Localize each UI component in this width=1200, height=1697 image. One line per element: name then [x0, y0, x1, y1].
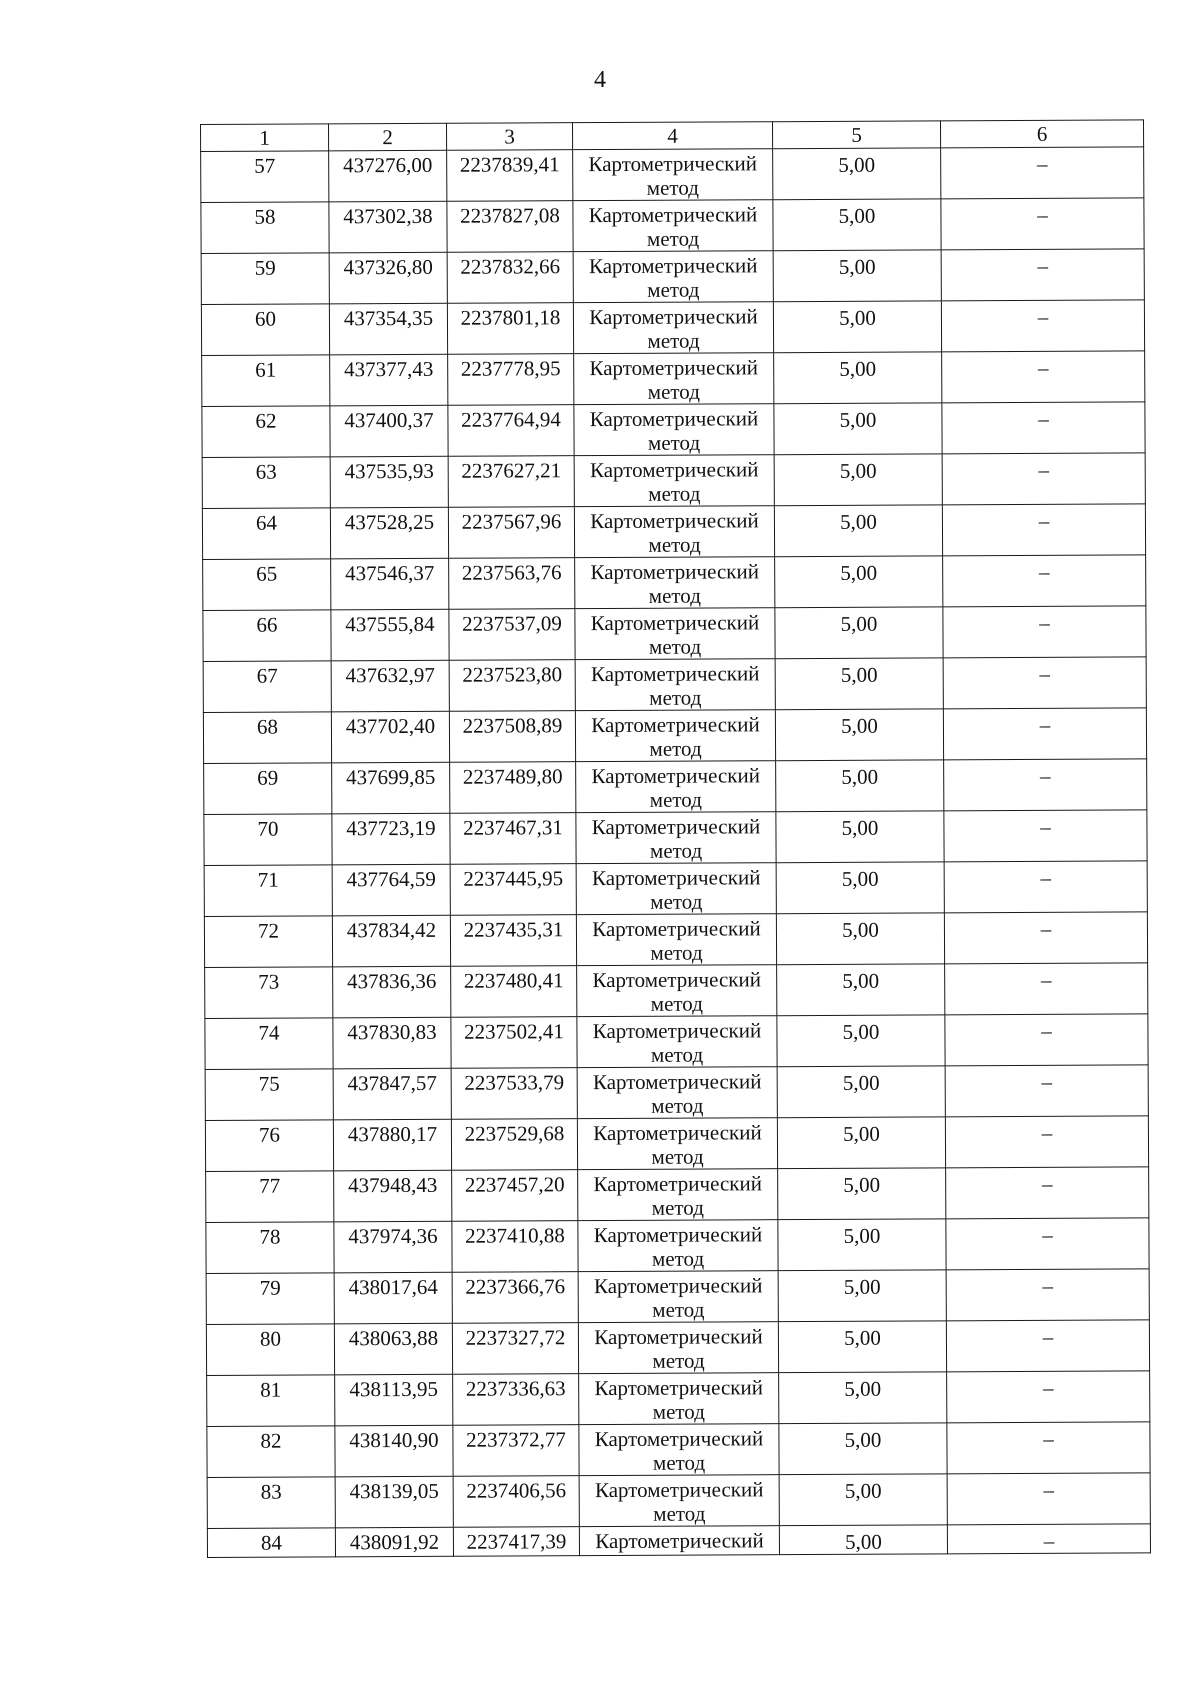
y-coordinate-cell: 2237529,68	[451, 1119, 577, 1171]
table-row	[206, 1218, 1149, 1274]
note-cell: –	[944, 861, 1147, 913]
note-cell: –	[947, 1422, 1150, 1474]
point-number-cell: 66	[203, 610, 331, 662]
column-header: 5	[772, 121, 940, 149]
point-number-cell: 67	[203, 661, 331, 713]
y-coordinate-cell: 2237406,56	[453, 1476, 579, 1528]
y-coordinate-cell: 2237366,76	[452, 1272, 578, 1324]
table-row	[203, 555, 1146, 611]
point-number-cell: 75	[205, 1069, 333, 1121]
x-coordinate-cell: 437377,43	[330, 354, 448, 406]
y-coordinate-cell: 2237445,95	[450, 864, 576, 916]
note-cell: –	[944, 912, 1147, 964]
table-row	[202, 453, 1145, 509]
accuracy-cell: 5,00	[773, 250, 941, 302]
table-row	[201, 198, 1144, 254]
note-cell: –	[944, 759, 1147, 811]
x-coordinate-cell: 437847,57	[333, 1068, 451, 1120]
point-number-cell: 82	[207, 1426, 335, 1478]
method-cell: Картометрический метод	[579, 1475, 779, 1527]
accuracy-cell: 5,00	[774, 352, 942, 404]
point-number-cell: 59	[201, 253, 329, 305]
x-coordinate-cell: 437834,42	[332, 915, 450, 967]
x-coordinate-cell: 437836,36	[333, 966, 451, 1018]
note-cell: –	[947, 1473, 1150, 1525]
method-cell: Картометрический метод	[574, 404, 774, 456]
method-cell: Картометрический метод	[575, 710, 775, 762]
table-row	[203, 657, 1146, 713]
table-row	[203, 606, 1146, 662]
y-coordinate-cell: 2237832,66	[447, 252, 573, 304]
method-cell: Картометрический метод	[576, 761, 776, 813]
accuracy-cell: 5,00	[778, 1270, 946, 1322]
note-cell: –	[945, 1116, 1148, 1168]
point-number-cell: 78	[206, 1222, 334, 1274]
x-coordinate-cell: 437723,19	[332, 813, 450, 865]
x-coordinate-cell: 438139,05	[335, 1476, 453, 1528]
accuracy-cell: 5,00	[773, 301, 941, 353]
table-row	[207, 1422, 1150, 1478]
y-coordinate-cell: 2237627,21	[448, 456, 574, 508]
page-number: 4	[594, 67, 606, 93]
table-row	[205, 1116, 1148, 1172]
accuracy-cell: 5,00	[778, 1168, 946, 1220]
y-coordinate-cell: 2237827,08	[447, 201, 573, 253]
note-cell: –	[943, 657, 1146, 709]
accuracy-cell: 5,00	[776, 862, 944, 914]
accuracy-cell: 5,00	[778, 1219, 946, 1271]
point-number-cell: 64	[202, 508, 330, 560]
accuracy-cell: 5,00	[775, 556, 943, 608]
point-number-cell: 65	[203, 559, 331, 611]
note-cell: –	[946, 1218, 1149, 1270]
accuracy-cell: 5,00	[774, 505, 942, 557]
method-cell: Картометрический метод	[574, 353, 774, 405]
point-number-cell: 68	[203, 712, 331, 764]
x-coordinate-cell: 437326,80	[329, 252, 447, 304]
method-cell: Картометрический метод	[575, 557, 775, 609]
table-row	[206, 1320, 1149, 1376]
method-cell: Картометрический метод	[578, 1220, 778, 1272]
method-cell: Картометрический метод	[573, 251, 773, 303]
method-cell: Картометрический метод	[573, 200, 773, 252]
note-cell: –	[945, 1014, 1148, 1066]
method-cell: Картометрический метод	[573, 149, 773, 201]
table-row	[204, 810, 1147, 866]
accuracy-cell: 5,00	[777, 1117, 945, 1169]
table-row	[201, 300, 1144, 356]
point-number-cell: 81	[207, 1375, 335, 1427]
x-coordinate-cell: 437764,59	[332, 864, 450, 916]
coordinates-table	[200, 119, 1151, 1558]
method-cell: Картометрический метод	[576, 863, 776, 915]
point-number-cell: 63	[202, 457, 330, 509]
column-header: 4	[572, 122, 772, 150]
note-cell: –	[943, 555, 1146, 607]
y-coordinate-cell: 2237372,77	[453, 1425, 579, 1477]
method-cell: Картометрический метод	[577, 1016, 777, 1068]
y-coordinate-cell: 2237480,41	[451, 966, 577, 1018]
point-number-cell: 73	[205, 967, 333, 1019]
x-coordinate-cell: 437276,00	[329, 150, 447, 202]
note-cell: –	[943, 606, 1146, 658]
point-number-cell: 76	[205, 1120, 333, 1172]
point-number-cell: 71	[204, 865, 332, 917]
point-number-cell: 79	[206, 1273, 334, 1325]
note-cell: –	[942, 453, 1145, 505]
method-cell: Картометрический метод	[578, 1271, 778, 1323]
accuracy-cell: 5,00	[774, 403, 942, 455]
point-number-cell: 83	[207, 1477, 335, 1529]
note-cell: –	[941, 249, 1144, 301]
note-cell: –	[945, 963, 1148, 1015]
point-number-cell: 84	[207, 1528, 335, 1558]
x-coordinate-cell: 438017,64	[334, 1272, 452, 1324]
y-coordinate-cell: 2237467,31	[450, 813, 576, 865]
table-row	[202, 402, 1145, 458]
method-cell: Картометрический метод	[577, 1067, 777, 1119]
method-cell: Картометрический метод	[578, 1169, 778, 1221]
method-cell: Картометрический метод	[578, 1322, 778, 1374]
y-coordinate-cell: 2237457,20	[452, 1170, 578, 1222]
y-coordinate-cell: 2237336,63	[453, 1374, 579, 1426]
accuracy-cell: 5,00	[777, 1015, 945, 1067]
column-header: 2	[329, 123, 447, 151]
point-number-cell: 72	[204, 916, 332, 968]
note-cell: –	[944, 810, 1147, 862]
note-cell: –	[941, 147, 1144, 199]
accuracy-cell: 5,00	[773, 148, 941, 200]
y-coordinate-cell: 2237801,18	[447, 303, 573, 355]
x-coordinate-cell: 437830,83	[333, 1017, 451, 1069]
table-row	[203, 708, 1146, 764]
point-number-cell: 61	[202, 355, 330, 407]
note-cell: –	[946, 1167, 1149, 1219]
y-coordinate-cell: 2237839,41	[447, 150, 573, 202]
table-row	[207, 1473, 1150, 1529]
accuracy-cell: 5,00	[779, 1525, 947, 1555]
table-row	[207, 1524, 1150, 1558]
x-coordinate-cell: 438091,92	[335, 1527, 453, 1557]
accuracy-cell: 5,00	[777, 964, 945, 1016]
point-number-cell: 57	[201, 151, 329, 203]
table-body	[201, 147, 1151, 1558]
note-cell: –	[947, 1371, 1150, 1423]
column-header: 3	[446, 123, 572, 151]
y-coordinate-cell: 2237764,94	[448, 405, 574, 457]
table-row	[204, 759, 1147, 815]
table-row	[205, 963, 1148, 1019]
note-cell: –	[946, 1269, 1149, 1321]
point-number-cell: 74	[205, 1018, 333, 1070]
y-coordinate-cell: 2237563,76	[449, 558, 575, 610]
note-cell: –	[942, 504, 1145, 556]
column-header: 1	[201, 124, 329, 152]
x-coordinate-cell: 437535,93	[330, 456, 448, 508]
x-coordinate-cell: 437699,85	[332, 762, 450, 814]
point-number-cell: 77	[206, 1171, 334, 1223]
table-row	[201, 249, 1144, 305]
table-row	[205, 1065, 1148, 1121]
method-cell: Картометрический метод	[573, 302, 773, 354]
point-number-cell: 69	[204, 763, 332, 815]
note-cell: –	[942, 351, 1145, 403]
point-number-cell: 58	[201, 202, 329, 254]
note-cell: –	[946, 1320, 1149, 1372]
y-coordinate-cell: 2237502,41	[451, 1017, 577, 1069]
point-number-cell: 60	[201, 304, 329, 356]
note-cell: –	[942, 402, 1145, 454]
table-row	[206, 1167, 1149, 1223]
accuracy-cell: 5,00	[776, 811, 944, 863]
note-cell: –	[941, 300, 1144, 352]
accuracy-cell: 5,00	[779, 1372, 947, 1424]
x-coordinate-cell: 437528,25	[330, 507, 448, 559]
accuracy-cell: 5,00	[777, 1066, 945, 1118]
accuracy-cell: 5,00	[776, 913, 944, 965]
x-coordinate-cell: 437354,35	[329, 303, 447, 355]
accuracy-cell: 5,00	[779, 1423, 947, 1475]
y-coordinate-cell: 2237523,80	[449, 660, 575, 712]
method-cell: Картометрический метод	[579, 1373, 779, 1425]
table-row	[204, 861, 1147, 917]
x-coordinate-cell: 437400,37	[330, 405, 448, 457]
table-row	[202, 504, 1145, 560]
note-cell: –	[947, 1524, 1150, 1554]
y-coordinate-cell: 2237778,95	[448, 354, 574, 406]
y-coordinate-cell: 2237537,09	[449, 609, 575, 661]
accuracy-cell: 5,00	[775, 607, 943, 659]
method-cell: Картометрический метод	[576, 914, 776, 966]
method-cell: Картометрический метод	[576, 812, 776, 864]
method-cell: Картометрический метод	[579, 1424, 779, 1476]
accuracy-cell: 5,00	[775, 709, 943, 761]
x-coordinate-cell: 437632,97	[331, 660, 449, 712]
method-cell: Картометрический метод	[574, 506, 774, 558]
x-coordinate-cell: 437302,38	[329, 201, 447, 253]
note-cell: –	[941, 198, 1144, 250]
accuracy-cell: 5,00	[775, 658, 943, 710]
y-coordinate-cell: 2237567,96	[448, 507, 574, 559]
table-row	[206, 1269, 1149, 1325]
x-coordinate-cell: 437546,37	[331, 558, 449, 610]
point-number-cell: 70	[204, 814, 332, 866]
x-coordinate-cell: 437702,40	[331, 711, 449, 763]
x-coordinate-cell: 438113,95	[335, 1374, 453, 1426]
method-cell: Картометрический метод	[575, 608, 775, 660]
x-coordinate-cell: 437555,84	[331, 609, 449, 661]
point-number-cell: 62	[202, 406, 330, 458]
y-coordinate-cell: 2237435,31	[450, 915, 576, 967]
x-coordinate-cell: 438140,90	[335, 1425, 453, 1477]
x-coordinate-cell: 437974,36	[334, 1221, 452, 1273]
table-row	[202, 351, 1145, 407]
x-coordinate-cell: 437948,43	[334, 1170, 452, 1222]
accuracy-cell: 5,00	[778, 1321, 946, 1373]
table-row	[205, 1014, 1148, 1070]
y-coordinate-cell: 2237533,79	[451, 1068, 577, 1120]
y-coordinate-cell: 2237327,72	[452, 1323, 578, 1375]
method-cell: Картометрический метод	[574, 455, 774, 507]
method-cell: Картометрический метод	[577, 965, 777, 1017]
accuracy-cell: 5,00	[776, 760, 944, 812]
y-coordinate-cell: 2237489,80	[450, 762, 576, 814]
column-header: 6	[940, 120, 1143, 148]
y-coordinate-cell: 2237417,39	[453, 1527, 579, 1557]
accuracy-cell: 5,00	[774, 454, 942, 506]
x-coordinate-cell: 437880,17	[333, 1119, 451, 1171]
point-number-cell: 80	[206, 1324, 334, 1376]
y-coordinate-cell: 2237410,88	[452, 1221, 578, 1273]
table-row	[207, 1371, 1150, 1427]
note-cell: –	[943, 708, 1146, 760]
note-cell: –	[945, 1065, 1148, 1117]
method-cell: Картометрический	[579, 1526, 779, 1556]
accuracy-cell: 5,00	[773, 199, 941, 251]
method-cell: Картометрический метод	[577, 1118, 777, 1170]
y-coordinate-cell: 2237508,89	[449, 711, 575, 763]
x-coordinate-cell: 438063,88	[334, 1323, 452, 1375]
table-row	[201, 147, 1144, 203]
table-row	[204, 912, 1147, 968]
accuracy-cell: 5,00	[779, 1474, 947, 1526]
method-cell: Картометрический метод	[575, 659, 775, 711]
